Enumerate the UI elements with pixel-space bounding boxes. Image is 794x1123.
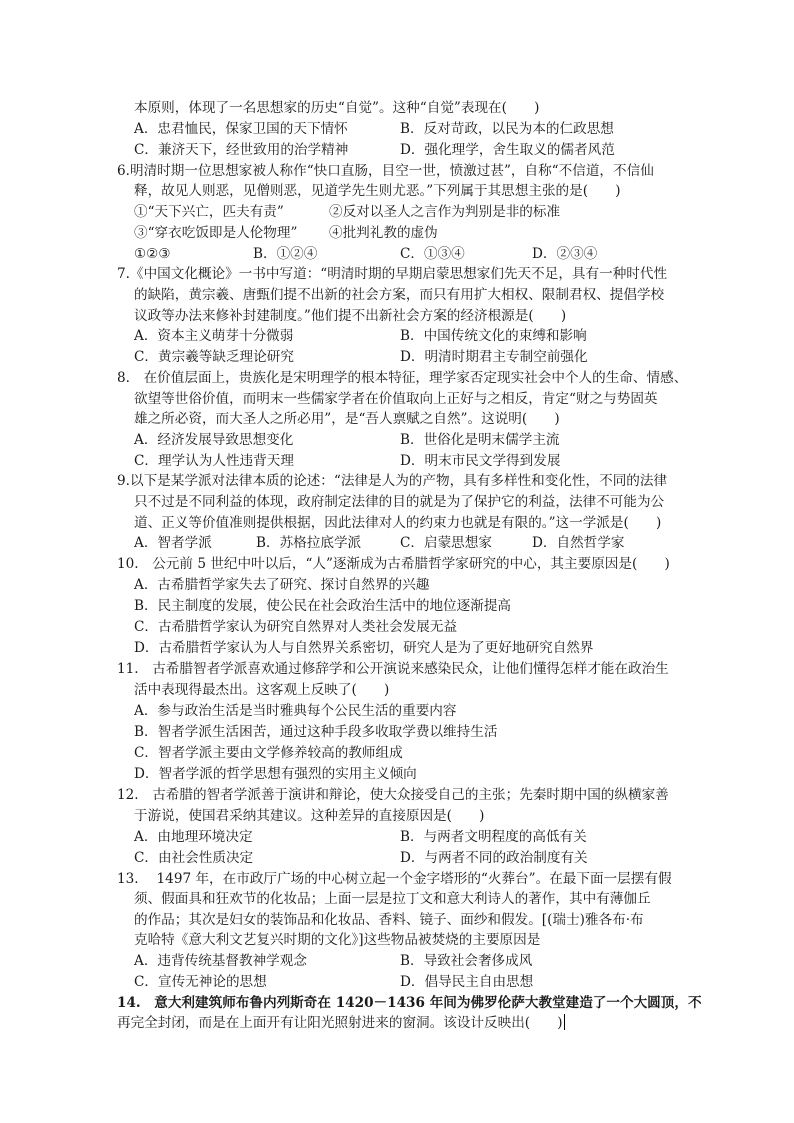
q14-stem-line: 14. 意大利建筑师布鲁内列斯奇在 1420－1436 年间为佛罗伦萨大教堂建造了一个大圆顶，不 — [117, 995, 702, 1011]
q13-stem-line: 须、假面具和狂欢节的化妆品；上面一层是拉丁文和意大利诗人的著作，其中有薄伽丘 — [134, 891, 651, 907]
q9-stem-line: 9.以下是某学派对法律本质的论述：“法律是人为的产物，具有多样性和变化性，不同的法律 — [117, 473, 668, 489]
q6-stem-line: 释，故见人则恶，见僧则恶，见道学先生则尤恶。”下列属于其思想主张的是( ) — [134, 183, 621, 199]
q9-stem-line: 道、正义等价值准则提供根据，因此法律对人的约束力也就是有限的。”这一学派是( ) — [134, 515, 662, 531]
q8-option-c: C．理学认为人性违背天理 — [134, 453, 294, 469]
q10-option-d: D．古希腊哲学家认为人与自然界关系密切，研究人是为了更好地研究自然界 — [134, 640, 594, 656]
q11-option-d: D．智者学派的哲学思想有强烈的实用主义倾向 — [134, 766, 417, 782]
q8-option-b: B．世俗化是明末儒学主流 — [400, 432, 560, 448]
q12-option-b: B．与两者文明程度的高低有关 — [400, 829, 587, 845]
q6-item-4: ④批判礼教的虚伪 — [329, 225, 438, 241]
q13-option-b: B．导致社会奢侈成风 — [400, 953, 533, 969]
q10-option-a: A．古希腊哲学家失去了研究、探讨自然界的兴趣 — [134, 577, 430, 593]
q8-stem-line: 欲望等世俗价值，而明末一些儒家学者在价值取向上正好与之相反，肯定“财之与势固英 — [134, 391, 658, 407]
q10-option-c: C．古希腊哲学家认为研究自然界对人类社会发展无益 — [134, 619, 458, 635]
q5-option-a: A．忠君恤民，保家卫国的天下情怀 — [134, 121, 348, 137]
q7-option-b: B．中国传统文化的束缚和影响 — [400, 328, 587, 344]
q12-option-c: C．由社会性质决定 — [134, 850, 254, 866]
q6-option-b: B．①②④ — [253, 246, 318, 262]
q8-stem-line: 雄之所必资，而大圣人之所必用”，是“吾人禀赋之自然”。这说明( ) — [134, 411, 560, 427]
q7-stem-line: 的缺陷，黄宗羲、唐甄们提不出新的社会方案，而只有用扩大相权、限制君权、提倡学校 — [134, 287, 665, 303]
q13-option-c: C．宣传无神论的思想 — [134, 974, 267, 990]
q9-option-b: B．苏格拉底学派 — [256, 535, 362, 551]
q13-stem-line: 13. 1497 年，在市政厅广场的中心树立起一个金字塔形的“火葬台”。在最下面一层摆有假 — [117, 871, 672, 887]
text-cursor — [564, 1014, 565, 1030]
q7-option-a: A．资本主义萌芽十分微弱 — [134, 328, 294, 344]
q11-option-c: C．智者学派主要由文学修养较高的教师组成 — [134, 745, 403, 761]
q14-stem-line-2 — [117, 1013, 565, 1033]
q12-option-a: A．由地理环境决定 — [134, 829, 253, 845]
q8-option-d: D．明末市民文学得到发展 — [400, 453, 561, 469]
q9-option-a: A．智者学派 — [134, 535, 212, 551]
q5-option-b: B．反对苛政，以民为本的仁政思想 — [400, 121, 614, 137]
q9-stem-line: 只不过是不同利益的体现，政府制定法律的目的就是为了保护它的利益，法律不可能为公 — [134, 494, 665, 510]
q12-stem-line: 12. 古希腊的智者学派善于演讲和辩论，使大众接受自己的主张；先秦时期中国的纵横家善 — [117, 787, 669, 803]
q12-stem-line: 于游说，使国君采纳其建议。这种差异的直接原因是( ) — [134, 808, 485, 824]
q8-option-a: A．经济发展导致思想变化 — [134, 432, 294, 448]
q13-stem-line: 克哈特《意大利文艺复兴时期的文化》]这些物品被焚烧的主要原因是 — [134, 932, 541, 948]
q11-option-b: B．智者学派生活困苦，通过这种手段多收取学费以维持生活 — [134, 724, 498, 740]
q14-stem-text: 再完全封闭，而是在上面开有让阳光照射进来的窗洞。该设计反映出( ) — [117, 1015, 563, 1031]
q6-stem-line: 6.明清时期一位思想家被人称作“快口直肠，目空一世，愤激过甚”，自称“不信道，不信仙 — [117, 163, 654, 179]
q8-stem-line: 8. 在价值层面上，贵族化是宋明理学的根本特征，理学家否定现实社会中个人的生命、情感、 — [117, 370, 688, 386]
q5-option-c: C．兼济天下，经世致用的治学精神 — [134, 142, 349, 158]
q7-stem-line: 7.《中国文化概论》一书中写道：“明清时期的早期启蒙思想家们先天不足，具有一种时代性 — [117, 266, 668, 282]
q6-option-d: D．②③④ — [532, 246, 598, 262]
q7-stem-line: 议政等办法来修补封建制度。”他们提不出新社会方案的经济根源是( ) — [134, 308, 567, 324]
q6-item-1: ①“天下兴亡，匹夫有责” — [134, 204, 284, 220]
q5-option-d: D．强化理学，舍生取义的儒者风范 — [400, 142, 615, 158]
q6-item-2: ②反对以圣人之言作为判别是非的标准 — [329, 204, 561, 220]
q10-option-b: B．民主制度的发展，使公民在社会政治生活中的地位逐渐提高 — [134, 598, 512, 614]
q11-option-a: A．参与政治生活是当时雅典每个公民生活的重要内容 — [134, 703, 457, 719]
q7-option-d: D．明清时期君主专制空前强化 — [400, 349, 588, 365]
q6-option-a: ①②③ — [134, 246, 171, 262]
q7-option-c: C．黄宗羲等缺乏理论研究 — [134, 349, 294, 365]
q12-option-d: D．与两者不同的政治制度有关 — [400, 850, 588, 866]
q13-option-a: A．违背传统基督教神学观念 — [134, 953, 307, 969]
q11-stem-line: 11. 古希腊智者学派喜欢通过修辞学和公开演说来感染民众，让他们懂得怎样才能在政治生 — [117, 661, 669, 677]
q6-option-c: C．①③④ — [400, 246, 465, 262]
q9-option-d: D．自然哲学家 — [532, 535, 625, 551]
q9-option-c: C．启蒙思想家 — [400, 535, 492, 551]
q13-option-d: D．倡导民主自由思想 — [400, 974, 534, 990]
q10-stem-line: 10. 公元前 5 世纪中叶以后，“人”逐渐成为古希腊哲学家研究的中心，其主要原因是( ) — [117, 556, 670, 572]
q13-stem-line: 的作品；其次是妇女的装饰品和化妆品、香料、镜子、面纱和假发。[(瑞士)雅各布·布 — [134, 912, 644, 928]
q5-stem-line: 本原则，体现了一名思想家的历史“自觉”。这种“自觉”表现在( ) — [134, 100, 540, 116]
q6-item-3: ③“穿衣吃饭即是人伦物理” — [134, 225, 298, 241]
q11-stem-line: 活中表现得最杰出。这客观上反映了( ) — [134, 682, 390, 698]
